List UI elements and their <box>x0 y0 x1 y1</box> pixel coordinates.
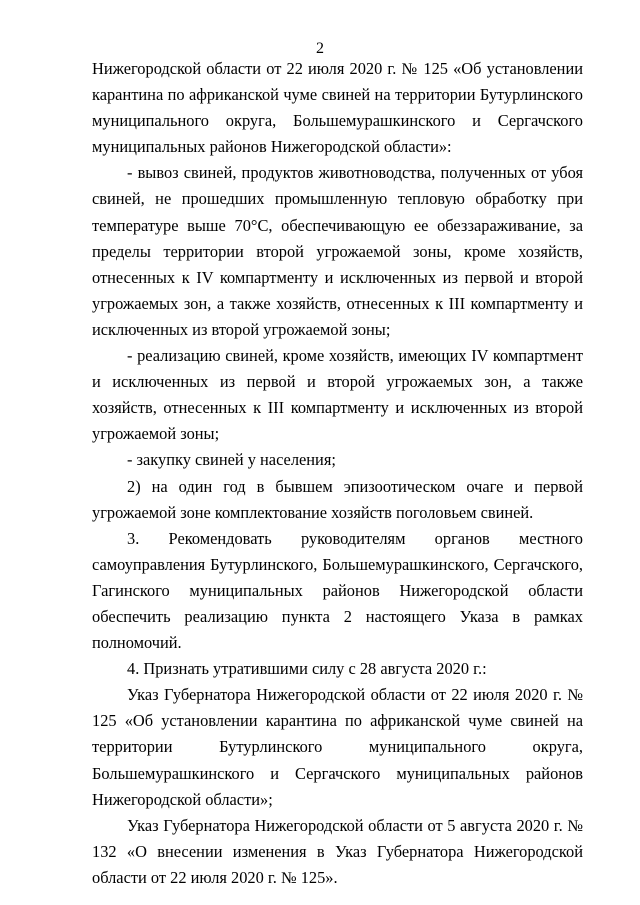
paragraph-purchase-ban: - закупку свиней у населения; <box>127 450 336 470</box>
paragraph-item-4: 4. Признать утратившими силу с 28 августа 2020 г.: <box>127 659 487 679</box>
paragraph-item-3: 3. Рекомендовать руководителям органов местного самоуправления Бутурлинского, Большемурашкинского, Сергачского, Гагинского муниципальных районов Нижегородской области обеспечить реализацию пункта 2 настоящего Указа в рамках полномочий. <box>92 528 583 653</box>
document-body <box>92 56 583 891</box>
page-number: 2 <box>316 40 324 57</box>
paragraph-export-ban: - вывоз свиней, продуктов животноводства, полученных от убоя свиней, не прошедших промышленную тепловую обработку при температуре выше 70°С, обеспечивающую ее обеззараживание, за пределы территории второй угрожаемой зоны, кроме хозяйств, отнесенных к IV компартменту и исключенных из первой и второй угрожаемых зон, а также хозяйств, отнесенных к III компартменту и исключенных из второй угрожаемой зоны; <box>92 163 583 339</box>
paragraph-decree-132: Указ Губернатора Нижегородской области от 5 августа 2020 г. № 132 «О внесении изменения в Указ Губернатора Нижегородской области от 22 июля 2020 г. № 125». <box>92 815 583 887</box>
paragraph-decree-125: Указ Губернатора Нижегородской области от 22 июля 2020 г. № 125 «Об установлении карантина по африканской чуме свиней на территории Бутурлинского муниципального округа, Большемурашкинского и Сергачского муниципальных районов Нижегородской области»; <box>92 685 583 809</box>
paragraph-intro: Нижегородской области от 22 июля 2020 г. № 125 «Об установлении карантина по африканской чуме свиней на территории Бутурлинского муниципального округа, Большемурашкинского и Сергачского муниципальных районов Нижегородской области»: <box>92 59 583 157</box>
paragraph-sale-ban: - реализацию свиней, кроме хозяйств, имеющих IV компартмент и исключенных из первой и второй угрожаемых зон, а также хозяйств, отнесенных к III компартменту и исключенных из второй угрожаемой зоны; <box>92 346 583 444</box>
paragraph-item-2: 2) на один год в бывшем эпизоотическом очаге и первой угрожаемой зоне комплектование хозяйств поголовьем свиней. <box>92 476 583 522</box>
